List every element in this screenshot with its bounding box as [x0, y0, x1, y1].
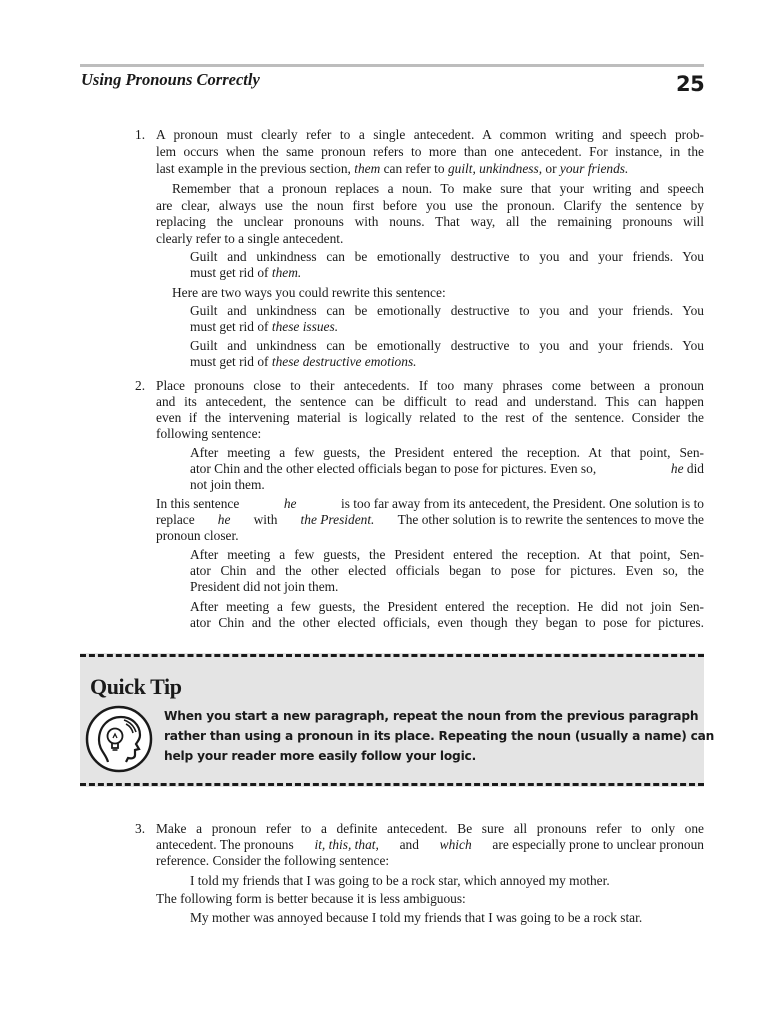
header-rule [80, 64, 704, 67]
example-line: ator Chin and the other elected officials began to pose for pictures. Even so, he did [190, 461, 704, 476]
paragraph-line: In this sentence he is too far away from its antecedent, the President. One solution is to [156, 496, 704, 511]
quick-tip-line: help your reader more easily follow your logic. [164, 749, 477, 763]
paragraph-line: Make a pronoun refer to a definite antecedent. Be sure all pronouns refer to only one [156, 821, 704, 836]
example-line: must get rid of these destructive emotions. [190, 354, 417, 369]
paragraph-line: even if the intervening material is logically related to the rest of the sentence. Consider the [156, 410, 704, 425]
example-line: Guilt and unkindness can be emotionally destructive to you and your friends. You [190, 249, 704, 264]
tip-bottom-border [80, 783, 704, 786]
paragraph-line: Remember that a pronoun replaces a noun. To make sure that your writing and speech [172, 181, 704, 196]
paragraph-line: replacing the unclear pronouns with nouns. That way, all the remaining pronouns will [156, 214, 704, 229]
list-number: 2. [135, 378, 146, 393]
example-line: must get rid of these issues. [190, 319, 339, 334]
quick-tip-line: When you start a new paragraph, repeat the noun from the previous paragraph [164, 709, 699, 723]
example-line: Guilt and unkindness can be emotionally destructive to you and your friends. You [190, 338, 704, 353]
quick-tip-title: Quick Tip [90, 674, 182, 699]
paragraph-line: antecedent. The pronouns it, this, that, and which are especially prone to unclear pronoun [156, 837, 704, 852]
example-line: Guilt and unkindness can be emotionally destructive to you and your friends. You [190, 303, 704, 318]
example-line: must get rid of them. [190, 265, 302, 280]
running-title: Using Pronouns Correctly [81, 70, 260, 89]
example-line: ator Chin and the other elected officials, even though they began to pose for pictures. [190, 615, 704, 630]
paragraph-line: lem occurs when the same pronoun refers to more than one antecedent. For instance, in the [156, 144, 704, 159]
paragraph-line: are clear, always use the noun first before you use the pronoun. Clarify the sentence by [156, 198, 704, 213]
tip-top-border [80, 654, 704, 657]
example-line: ator Chin and the other elected officials began to pose for pictures. Even so, the [190, 563, 704, 578]
paragraph-line: clearly refer to a single antecedent. [156, 231, 344, 246]
example-line: I told my friends that I was going to be a rock star, which annoyed my mother. [190, 873, 610, 888]
paragraph-line: last example in the previous section, them can refer to guilt, unkindness, or your friends. [156, 161, 629, 176]
paragraph-line: A pronoun must clearly refer to a single antecedent. A common writing and speech prob- [156, 127, 704, 142]
paragraph-line: and its antecedent, the sentence can be difficult to read and understand. This can happen [156, 394, 704, 409]
lightbulb-head-icon [84, 704, 154, 774]
paragraph-line: Place pronouns close to their antecedents. If too many phrases come between a pronoun [156, 378, 704, 393]
paragraph-line: Here are two ways you could rewrite this sentence: [172, 285, 446, 300]
paragraph-line: replace he with the President. The other solution is to rewrite the sentences to move the [156, 512, 704, 527]
example-line: My mother was annoyed because I told my friends that I was going to be a rock star. [190, 910, 643, 925]
paragraph-line: following sentence: [156, 426, 262, 441]
example-line: After meeting a few guests, the President entered the reception. He did not join Sen- [190, 599, 704, 614]
quick-tip-line: rather than using a pronoun in its place. Repeating the noun (usually a name) can [164, 729, 715, 743]
example-line: After meeting a few guests, the President entered the reception. At that point, Sen- [190, 547, 704, 562]
list-number: 3. [135, 821, 146, 836]
example-line: President did not join them. [190, 579, 339, 594]
example-line: not join them. [190, 477, 265, 492]
page-number: 25 [676, 72, 705, 96]
example-line: After meeting a few guests, the President entered the reception. At that point, Sen- [190, 445, 704, 460]
paragraph-line: reference. Consider the following sentence: [156, 853, 390, 868]
list-number: 1. [135, 127, 146, 142]
paragraph-line: pronoun closer. [156, 528, 239, 543]
paragraph-line: The following form is better because it is less ambiguous: [156, 891, 466, 906]
